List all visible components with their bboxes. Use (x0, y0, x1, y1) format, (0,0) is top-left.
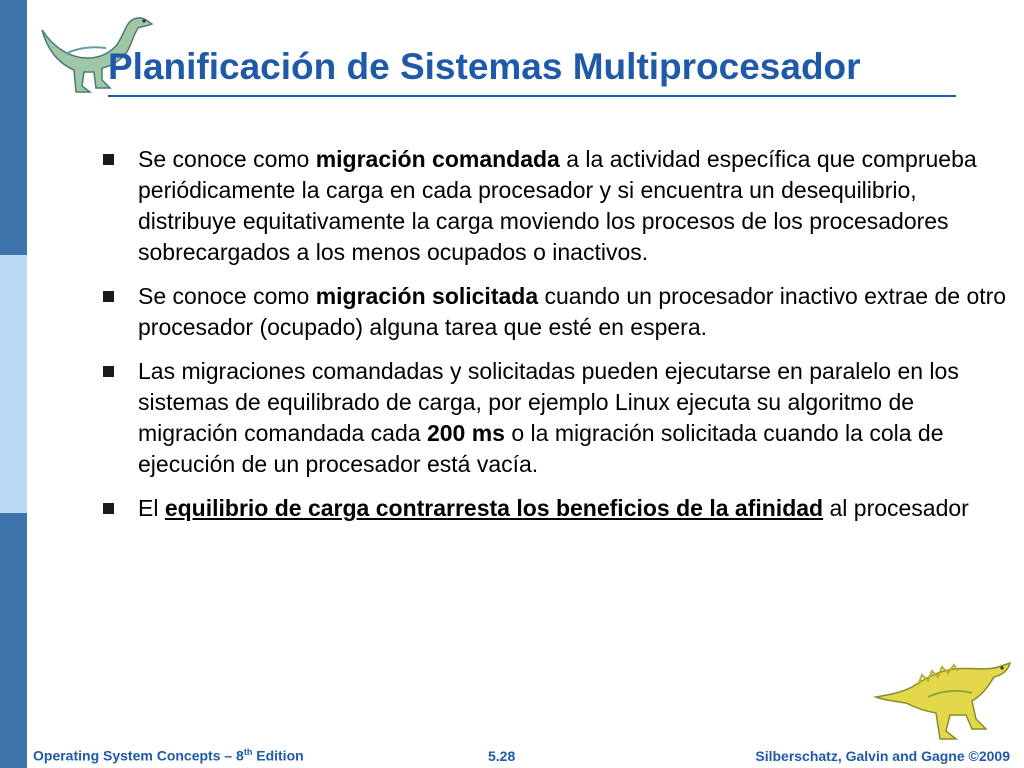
dinosaur-icon (868, 657, 1014, 741)
text-run: al procesador (823, 495, 969, 521)
bullet-list (96, 144, 1011, 537)
footer-copyright: Silberschatz, Galvin and Gagne ©2009 (755, 748, 1010, 764)
list-item (96, 356, 1011, 480)
list-item (96, 144, 1011, 268)
slide-title: Planificación de Sistemas Multiprocesador (108, 46, 861, 87)
bullet-text (138, 281, 1011, 343)
text-run: Las migraciones comandadas y solicitadas pueden ejecutarse en paralelo en los sistemas de equilibrado de carga, por ejemplo Linux ejecuta su algoritmo de migración comandada cada (138, 358, 959, 446)
text-run: a la actividad específica que comprueba periódicamente la carga en cada procesador y si encuentra un desequilibrio, distribuye equitativamente la carga moviendo los procesos de los procesadores sobrecargados a los menos ocupados o inactivos. (138, 146, 977, 265)
footer-book-title (33, 747, 304, 764)
bullet-square-icon (103, 503, 114, 514)
text-run: El (138, 495, 165, 521)
bullet-text (138, 144, 1011, 268)
sidebar-middle-band (0, 255, 27, 513)
text-run-bold: migración solicitada (315, 283, 539, 309)
text-run: Se conoce como (138, 283, 316, 309)
list-item (96, 493, 1011, 524)
list-item (96, 281, 1011, 343)
text-run-bold-underlined: equilibrio de carga contrarresta los beneficios de la afinidad (164, 495, 824, 521)
bullet-square-icon (103, 291, 114, 302)
text-run-bold: 200 ms (426, 420, 505, 446)
footer-superscript: th (243, 747, 253, 758)
sidebar-top-band (0, 0, 27, 255)
bullet-square-icon (103, 366, 114, 377)
bullet-square-icon (103, 154, 114, 165)
text-run: cuando un procesador inactivo extrae de otro procesador (ocupado) alguna tarea que esté en espera. (138, 283, 1007, 340)
text-run: o la migración solicitada cuando la cola de ejecución de un procesador está vacía. (138, 420, 944, 477)
title-underline (108, 95, 956, 97)
page-number: 5.28 (488, 748, 516, 764)
text-run: Se conoce como (138, 146, 316, 172)
sidebar-bottom-band (0, 513, 27, 768)
bullet-text (138, 356, 1011, 480)
text-run-bold: migración comandada (315, 146, 560, 172)
bullet-text (138, 493, 1011, 524)
footer-edition-text: Edition (252, 748, 304, 764)
footer-book-title-text: Operating System Concepts – 8 (33, 748, 244, 764)
